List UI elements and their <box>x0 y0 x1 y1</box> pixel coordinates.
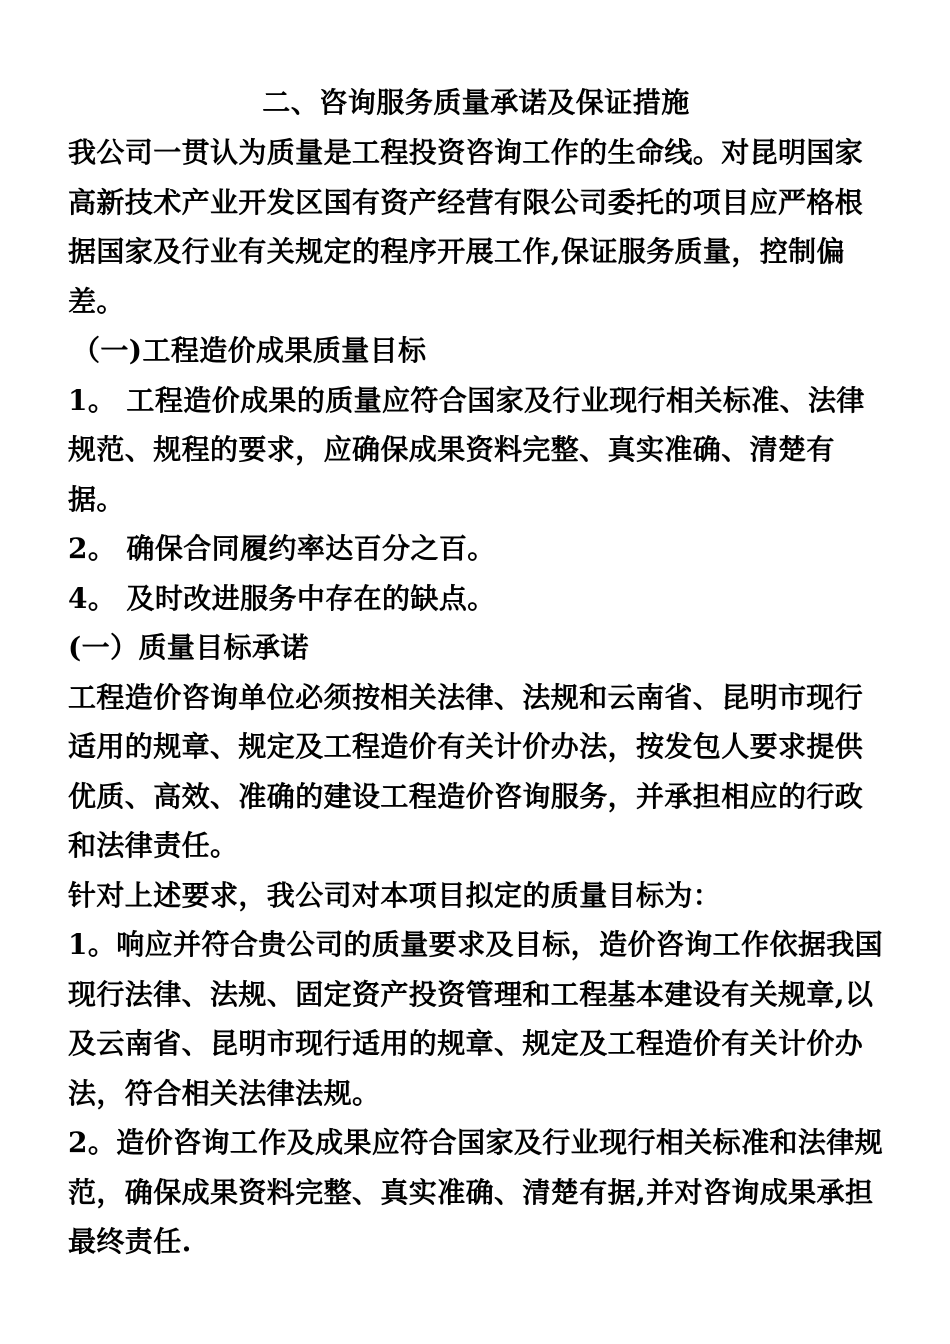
goal-item-2: 2。造价咨询工作及成果应符合国家及行业现行相关标准和法律规范，确保成果资料完整、真实准确、清楚有据,并对咨询成果承担最终责任. <box>68 1126 884 1258</box>
paragraph-requirements: 工程造价咨询单位必须按相关法律、法规和云南省、昆明市现行适用的规章、规定及工程造价有关计价办法，按发包人要求提供优质、高效、准确的建设工程造价咨询服务，并承担相应的行政和法律责任。 <box>68 680 864 862</box>
paragraph-intro: 我公司一贯认为质量是工程投资咨询工作的生命线。对昆明国家高新技术产业开发区国有资产经营有限公司委托的项目应严格根据国家及行业有关规定的程序开展工作,保证服务质量，控制偏差。 <box>68 136 864 318</box>
list-item-4: 4。 及时改进服务中存在的缺点。 <box>68 581 496 615</box>
paragraph-goal-intro: 针对上述要求，我公司对本项目拟定的质量目标为： <box>68 878 722 912</box>
list-item-1: 1。 工程造价成果的质量应符合国家及行业现行相关标准、法律规范、规程的要求，应确保成果资料完整、真实准确、清楚有据。 <box>68 383 865 516</box>
list-item-2: 2。 确保合同履约率达百分之百。 <box>68 532 496 565</box>
goal-item-1: 1。响应并符合贵公司的质量要求及目标，造价咨询工作依据我国现行法律、法规、固定资产投资管理和工程基本建设有关规章,以及云南省、昆明市现行适用的规章、规定及工程造价有关计价办法，符合相关法律法规。 <box>68 928 884 1110</box>
section-heading-cost-quality-goal: （一)工程造价成果质量目标 <box>72 334 427 367</box>
section-heading-quality-commitment: (一）质量目标承诺 <box>68 631 309 664</box>
document-title: 二、咨询服务质量承诺及保证措施 <box>262 86 690 119</box>
